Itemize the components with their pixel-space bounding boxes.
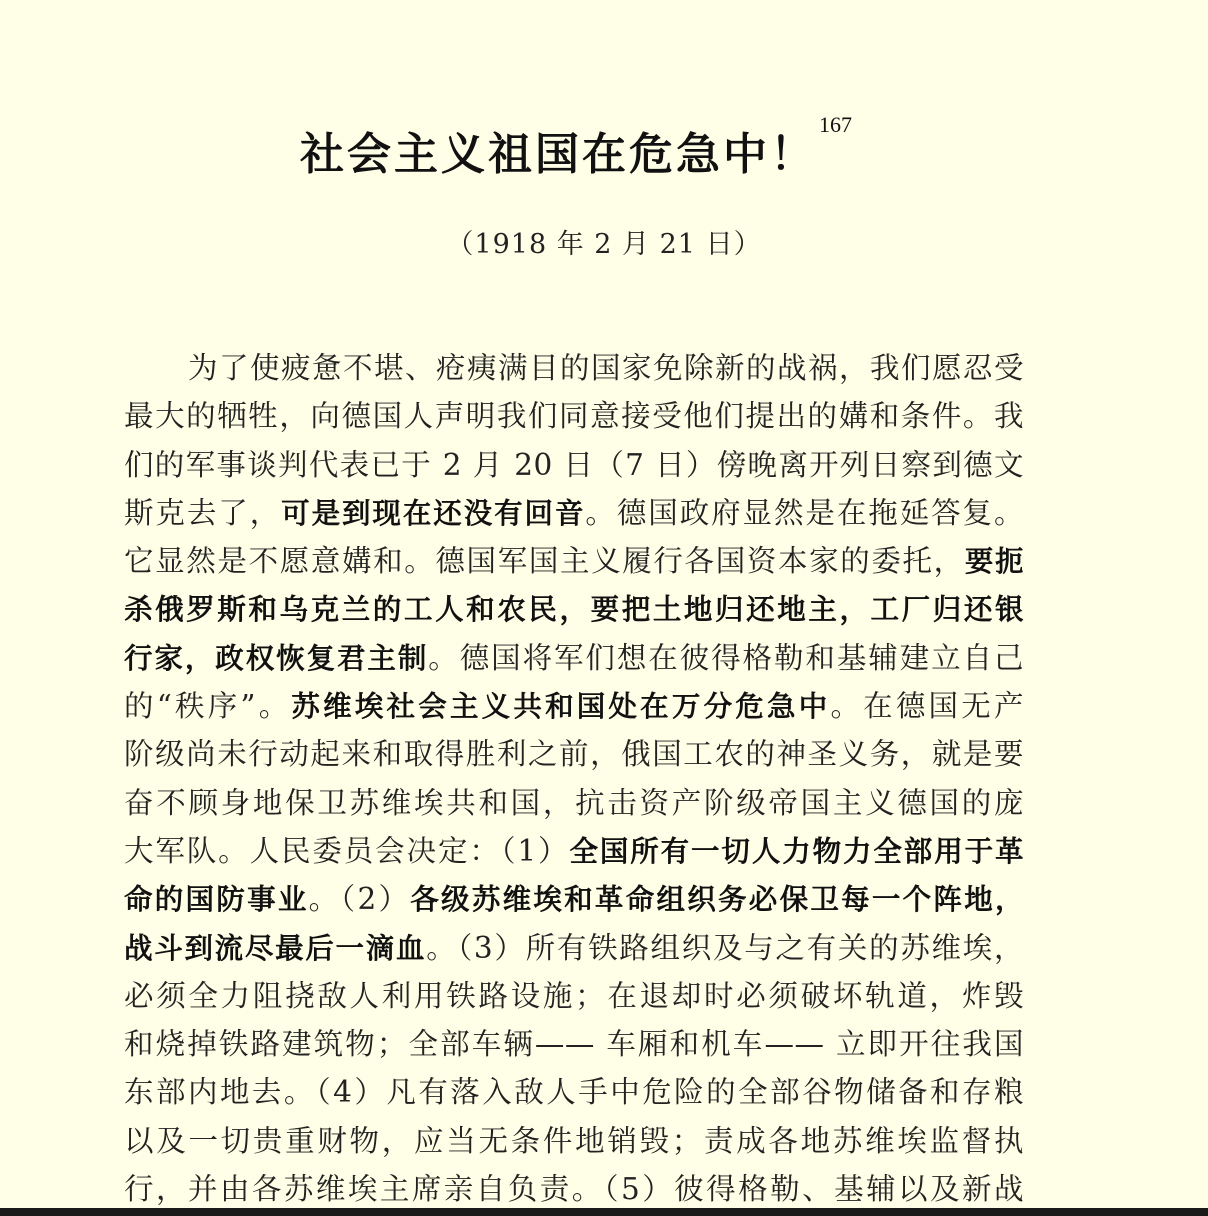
text-line (124, 537, 1024, 585)
text-line (124, 489, 1024, 537)
text-line (124, 972, 1024, 1020)
bold-text-segment: 战斗到流尽最后一滴血 (124, 931, 427, 965)
bold-text-segment: 苏维埃社会主义共和国处在万分危急中 (291, 690, 831, 724)
text-segment: 奋不顾身地保卫苏维埃共和国，抗击资产阶级帝国主义德国的庞 (124, 785, 1024, 820)
text-segment: 。德国政府显然是在拖延答复。 (585, 495, 1024, 530)
bold-text-segment: 命的国防事业 (124, 883, 309, 917)
text-line (124, 779, 1024, 827)
text-line (124, 585, 1024, 633)
text-line (124, 344, 1024, 392)
bottom-edge-bar (0, 1208, 1208, 1216)
text-segment: 斯克去了， (124, 495, 282, 530)
text-line (124, 827, 1024, 875)
page-title (300, 112, 852, 182)
text-segment: 。（3）所有铁路组织及与之有关的苏维埃， (426, 930, 1024, 965)
text-line (124, 1165, 1024, 1213)
text-segment: 大军队。人民委员会决定：（1） (124, 833, 570, 868)
text-segment: 行，并由各苏维埃主席亲自负责。（5）彼得格勒、基辅以及新战 (124, 1172, 1024, 1207)
body-text (124, 344, 1024, 1213)
bold-text-segment: 可是到现在还没有回音 (281, 496, 586, 530)
text-segment: 。德国将军们想在彼得格勒和基辅建立自己 (428, 640, 1024, 675)
text-segment: 的“秩序”。 (124, 689, 292, 724)
bold-text-segment: 各级苏维埃和革命组织务必保卫每一个阵地， (410, 883, 1024, 917)
title-block (0, 112, 1208, 182)
bold-text-segment: 行家，政权恢复君主制 (124, 641, 429, 675)
text-segment: 阶级尚未行动起来和取得胜利之前，俄国工农的神圣义务，就是要 (124, 737, 1024, 772)
text-line (124, 1117, 1024, 1165)
text-segment: 它显然是不愿意媾和。德国军国主义履行各国资本家的委托， (124, 544, 965, 579)
text-segment: 。（2） (308, 882, 411, 917)
bold-text-segment: 杀俄罗斯和乌克兰的工人和农民，要把土地归还地主，工厂归还银 (124, 593, 1024, 627)
text-line (124, 1020, 1024, 1068)
text-segment: 们的军事谈判代表已于 2 月 20 日（7 日）傍晚离开列日察到德文 (124, 447, 1024, 482)
title-text: 社会主义祖国在危急中！ (300, 129, 817, 180)
bold-text-segment: 要扼 (964, 545, 1024, 579)
text-line (124, 682, 1024, 730)
text-segment: 为了使疲惫不堪、疮痍满目的国家免除新的战祸，我们愿忍受 (188, 351, 1024, 385)
text-line (124, 875, 1024, 923)
text-line (124, 441, 1024, 489)
text-line (124, 392, 1024, 440)
text-line (124, 924, 1024, 972)
text-segment: 必须全力阻挠敌人利用铁路设施；在退却时必须破坏轨道，炸毁 (124, 978, 1024, 1013)
document-date: （1918 年 2 月 21 日） (446, 229, 762, 260)
text-segment: 东部内地去。（4）凡有落入敌人手中危险的全部谷物储备和存粮 (124, 1075, 1024, 1110)
text-line (124, 634, 1024, 682)
text-segment: 最大的牺牲，向德国人声明我们同意接受他们提出的媾和条件。我 (124, 399, 1024, 434)
footnote-reference[interactable]: 167 (819, 112, 852, 137)
text-line (124, 730, 1024, 778)
text-segment: 和烧掉铁路建筑物；全部车辆—— 车厢和机车—— 立即开往我国 (124, 1027, 1024, 1062)
text-segment: 。在德国无产 (830, 689, 1024, 724)
text-segment: 以及一切贵重财物，应当无条件地销毁；责成各地苏维埃监督执 (124, 1123, 1024, 1158)
text-line (124, 1068, 1024, 1116)
bold-text-segment: 全国所有一切人力物力全部用于革 (569, 834, 1024, 868)
